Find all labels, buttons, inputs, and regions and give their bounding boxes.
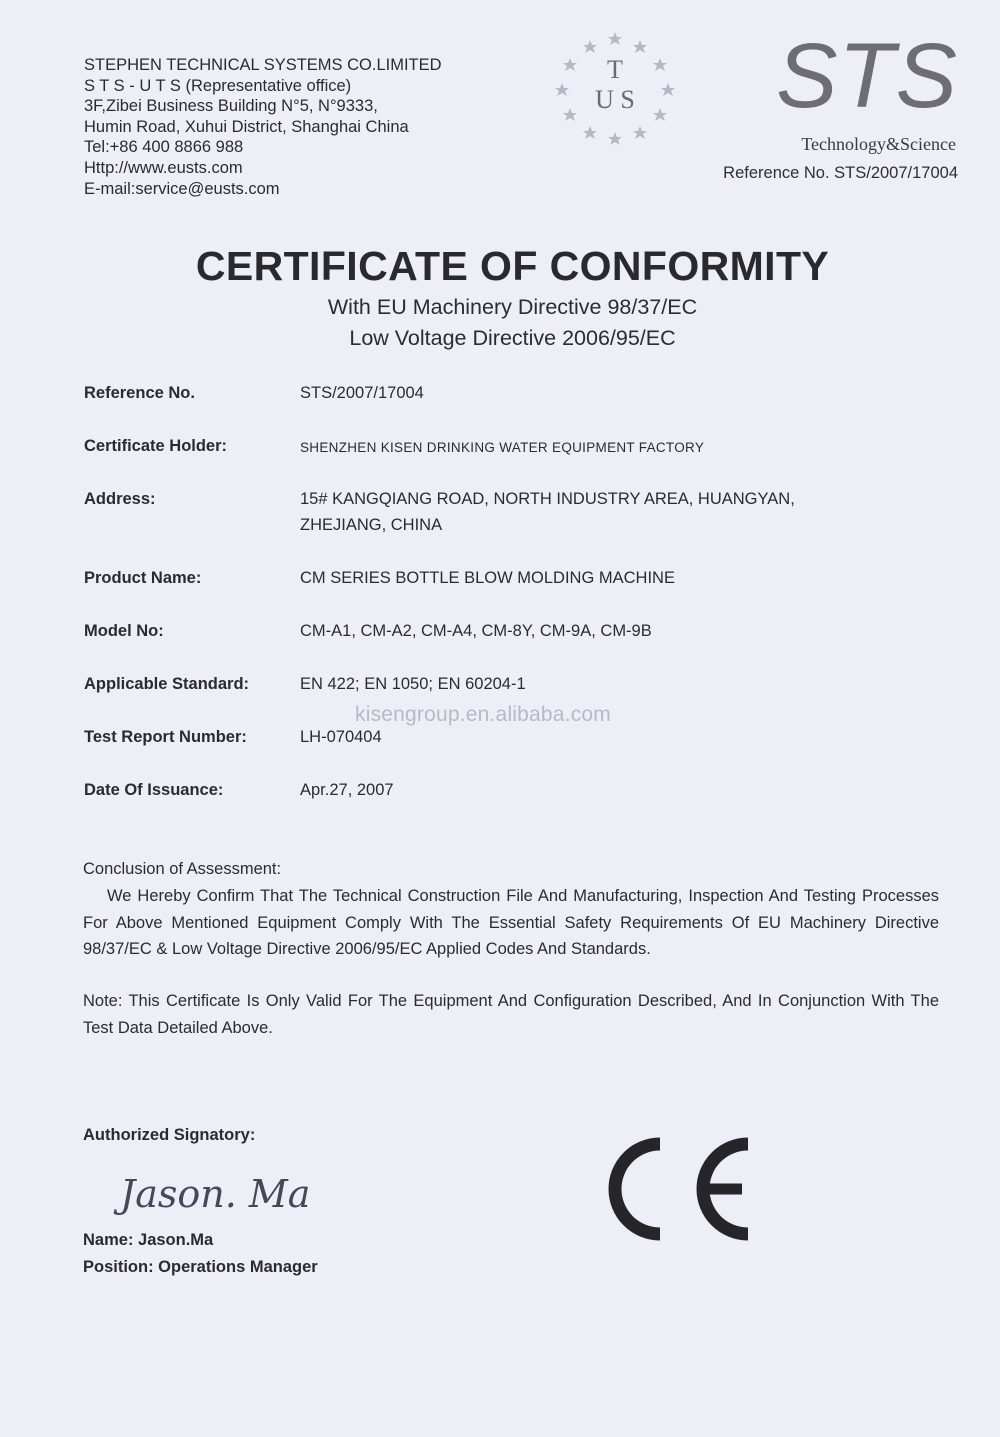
standard-value: EN 422; EN 1050; EN 60204-1 bbox=[300, 675, 526, 693]
star-ring-icon bbox=[540, 28, 690, 148]
address-value-line1: 15# KANGQIANG ROAD, NORTH INDUSTRY AREA, HUANGYAN, bbox=[300, 490, 795, 508]
issuer-email: E-mail:service@eusts.com bbox=[84, 179, 280, 198]
issuer-company: STEPHEN TECHNICAL SYSTEMS CO.LIMITED bbox=[84, 56, 442, 74]
brand-tagline: Technology&Science bbox=[801, 134, 956, 154]
reference-number-header: Reference No. STS/2007/17004 bbox=[723, 164, 958, 182]
product-value: CM SERIES BOTTLE BLOW MOLDING MACHINE bbox=[300, 569, 675, 587]
reference-label: Reference No. bbox=[84, 384, 195, 402]
address-value-line2: ZHEJIANG, CHINA bbox=[300, 516, 443, 534]
sts-brand-logo: STS bbox=[776, 25, 958, 127]
svg-text:T: T bbox=[607, 55, 623, 84]
signatory-name: Name: Jason.Ma bbox=[83, 1231, 214, 1249]
signatory-position: Position: Operations Manager bbox=[83, 1258, 318, 1276]
issuer-address-line1: 3F,Zibei Business Building N°5, N°9333, bbox=[84, 97, 378, 116]
standard-label: Applicable Standard: bbox=[84, 675, 250, 693]
holder-value: SHENZHEN KISEN DRINKING WATER EQUIPMENT FACTORY bbox=[300, 440, 705, 455]
issuer-web: Http://www.eusts.com bbox=[84, 158, 243, 177]
svg-text:U S: U S bbox=[595, 85, 635, 114]
handwritten-signature: Jason. Ma bbox=[120, 1172, 311, 1216]
signatory-heading: Authorized Signatory: bbox=[83, 1126, 256, 1144]
machinery-directive-subtitle: With EU Machinery Directive 98/37/EC bbox=[327, 295, 698, 319]
issuer-block bbox=[84, 55, 442, 199]
certificate-title: CERTIFICATE OF CONFORMITY bbox=[195, 243, 830, 289]
date-label: Date Of Issuance: bbox=[84, 781, 224, 799]
ce-mark-icon bbox=[608, 1134, 756, 1244]
reference-value: STS/2007/17004 bbox=[300, 384, 424, 402]
holder-label: Certificate Holder: bbox=[84, 437, 228, 455]
conclusion-text: We Hereby Confirm That The Technical Construction File And Manufacturing, Inspection And Testing Processes For Above Mentioned Equipment Comply With The Essential Safety Requirements Of EU Machinery Directive 98/37/EC & Low Voltage Directive 2006/95/EC Applied Codes And Standards. bbox=[83, 887, 939, 958]
issuer-tel: Tel:+86 400 8866 988 bbox=[84, 138, 244, 157]
model-value: CM-A1, CM-A2, CM-A4, CM-8Y, CM-9A, CM-9B bbox=[300, 622, 652, 640]
date-value: Apr.27, 2007 bbox=[300, 781, 394, 799]
issuer-office: S T S - U T S (Representative office) bbox=[84, 76, 352, 95]
model-label: Model No: bbox=[84, 622, 164, 640]
conclusion-heading: Conclusion of Assessment: bbox=[83, 860, 282, 878]
product-label: Product Name: bbox=[84, 569, 202, 587]
report-label: Test Report Number: bbox=[84, 728, 247, 746]
tus-star-logo bbox=[540, 28, 690, 148]
report-value: LH-070404 bbox=[300, 728, 382, 746]
issuer-address-line2: Humin Road, Xuhui District, Shanghai China bbox=[84, 117, 409, 136]
low-voltage-directive-subtitle: Low Voltage Directive 2006/95/EC bbox=[349, 326, 676, 350]
address-label: Address: bbox=[84, 490, 156, 508]
alibaba-watermark: kisengroup.en.alibaba.com bbox=[355, 703, 611, 726]
validity-note: Note: This Certificate Is Only Valid For The Equipment And Configuration Described, And In Conjunction With The Test Data Detailed Above. bbox=[83, 992, 939, 1037]
